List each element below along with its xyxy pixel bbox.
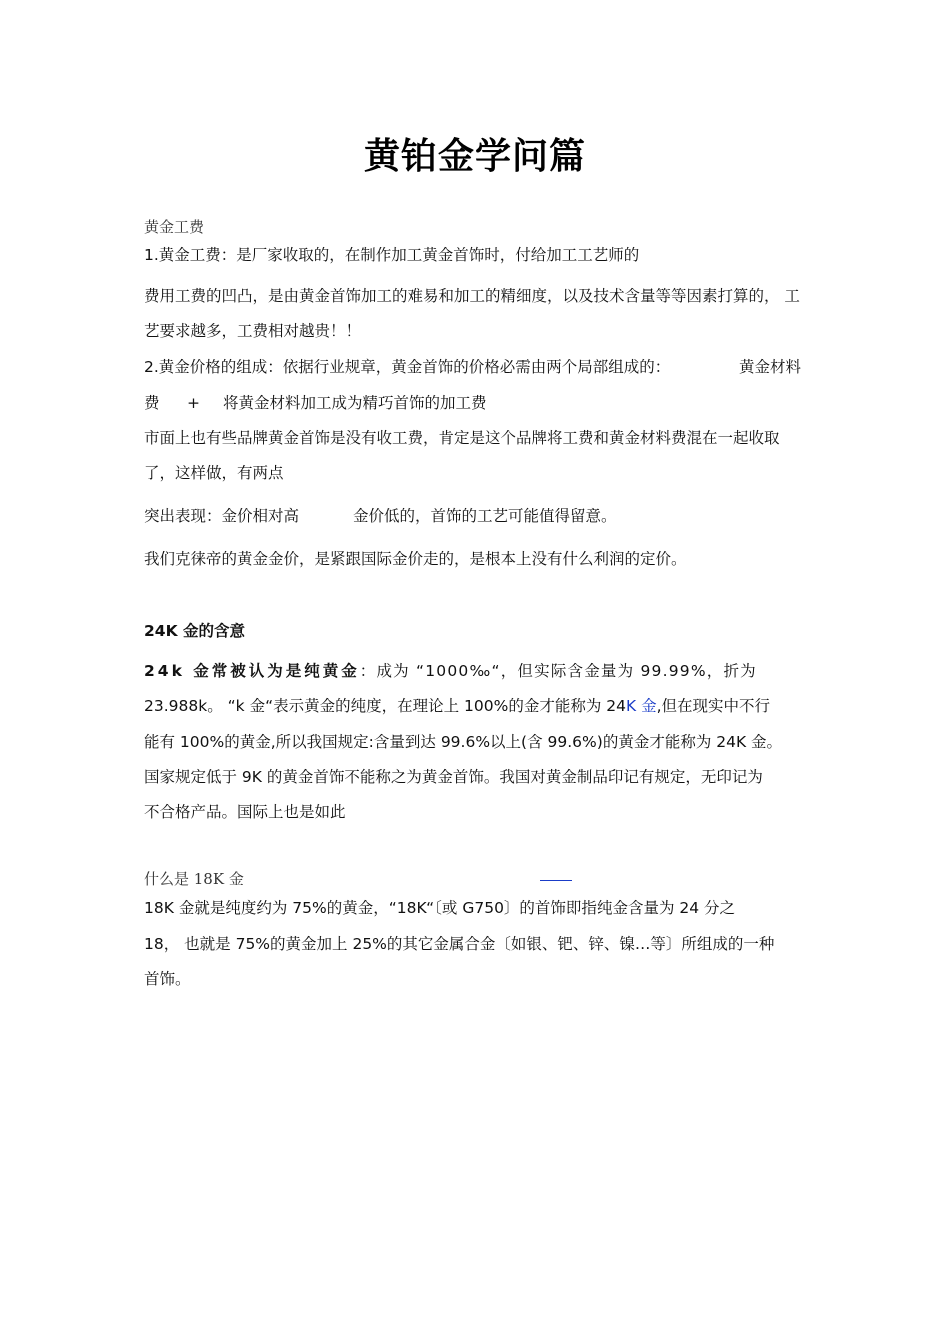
section-heading-24k: 24K 金的含意 (144, 622, 245, 640)
price-composition-text: 2.黄金价格的组成：依据行业规章，黄金首饰的价格必需由两个局部组成的： (144, 358, 671, 376)
section-heading-gold-labor-fee: 黄金工费 (144, 218, 205, 236)
paragraph-line (144, 505, 814, 527)
page-title: 黄铂金学问篇 (363, 136, 586, 177)
paragraph-line: 费用工费的凹凸，是由黄金首饰加工的难易和加工的精细度，以及技术含量等等因素打算的， 工 (144, 287, 800, 305)
paragraph-line (144, 660, 814, 682)
pure-gold-bold-text: 24k 金常被认为是纯黄金 (144, 662, 360, 680)
paragraph-line (144, 356, 814, 378)
paragraph-line: 1.黄金工费：是厂家收取的，在制作加工黄金首饰时，付给加工工艺师的 (144, 246, 640, 264)
paragraph-line: 不合格产品。国际上也是如此 (144, 803, 346, 821)
paragraph-line: 艺要求越多，工费相对越贵！！ (144, 322, 362, 340)
fee-text: 费 (144, 394, 160, 412)
paragraph-line: 18K 金就是纯度约为 75%的黄金，“18K“〔或 G750〕的首饰即指纯金含量为 24 分之 (144, 899, 736, 917)
paragraph-line: 首饰。 (144, 970, 191, 988)
decorative-underline (540, 880, 572, 881)
gold-material-text: 黄金材料 (739, 358, 802, 376)
low-price-text: 金价低的，首饰的工艺可能值得留意。 (353, 507, 617, 525)
paragraph-line: 我们克徕帝的黄金金价，是紧跟国际金价走的，是根本上没有什么利润的定价。 (144, 550, 687, 568)
paragraph-line (144, 392, 814, 414)
paragraph-line: 了，这样做，有两点 (144, 464, 284, 482)
paragraph-line: 国家规定低于 9K 的黄金首饰不能称之为黄金首饰。我国对黄金制品印记有规定，无印记为 (144, 768, 763, 786)
k-gold-text: 23.988k。 “k 金“表示黄金的纯度，在理论上 100%的金才能称为 24 (144, 697, 626, 715)
paragraph-line (144, 695, 814, 717)
paragraph-line: 市面上也有些品牌黄金首饰是没有收工费，肯定是这个品牌将工费和黄金材料费混在一起收取 (144, 429, 780, 447)
section-heading-18k: 什么是 18K 金 (144, 870, 244, 888)
paragraph-line: 能有 100%的黄金,所以我国规定:含量到达 99.6%以上(含 99.6%)的黄金才能称为 24K 金。 (144, 733, 783, 751)
processing-fee-text: 将黄金材料加工成为精巧首饰的加工费 (223, 394, 487, 412)
paragraph-line: 18， 也就是 75%的黄金加上 25%的其它金属合金〔如银、钯、锌、镍…等〕所组成的一种 (144, 935, 775, 953)
k-gold-link[interactable]: K 金 (626, 697, 657, 715)
k-gold-text-rest: ,但在现实中不行 (656, 697, 771, 715)
purity-text: ：成为 “1000‰“，但实际含金量为 99.99%，折为 (359, 662, 757, 680)
plus-sign: + (187, 394, 200, 412)
highlight-text: 突出表现：金价相对高 (144, 507, 300, 525)
